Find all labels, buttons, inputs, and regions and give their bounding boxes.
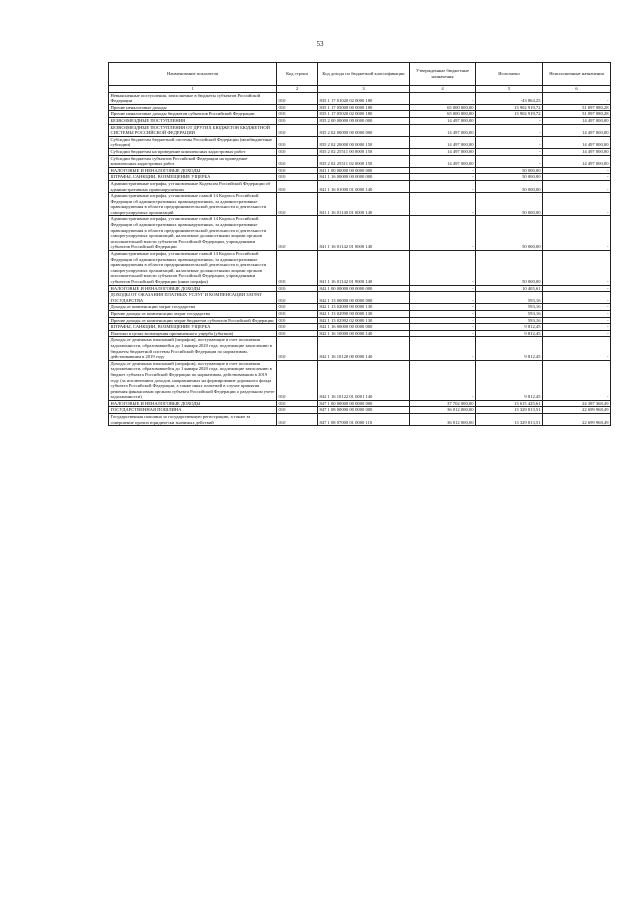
row-approved-cell: 65 000 000,00 xyxy=(410,111,476,118)
row-name-cell: ШТРАФЫ, САНКЦИИ, ВОЗМЕЩЕНИЕ УЩЕРБА xyxy=(109,174,277,181)
row-line-code-cell: 010 xyxy=(277,104,318,111)
row-approved-cell: 36 012 000,00 xyxy=(410,414,476,426)
row-line-code-cell: 010 xyxy=(277,310,318,317)
table-row xyxy=(109,136,611,148)
row-line-code-cell: 010 xyxy=(277,317,318,324)
row-approved-cell: - xyxy=(410,216,476,251)
row-line-code-cell: 010 xyxy=(277,324,318,331)
row-income-code-cell: 847 1 00 00000 00 0000 000 xyxy=(318,400,410,407)
row-unexecuted-cell: - xyxy=(543,251,611,286)
row-unexecuted-cell: - xyxy=(543,285,611,292)
row-unexecuted-cell: 22 699 968,49 xyxy=(543,407,611,414)
row-executed-cell: 50 000,00 xyxy=(476,167,543,174)
row-approved-cell: - xyxy=(410,324,476,331)
table-row xyxy=(109,155,611,167)
table-row xyxy=(109,330,611,337)
row-income-code-cell: 835 2 02 25511 02 0000 150 xyxy=(318,155,410,167)
table-row xyxy=(109,400,611,407)
row-line-code-cell: 010 xyxy=(277,155,318,167)
row-line-code-cell: 010 xyxy=(277,117,318,124)
row-name-cell: Доходы от денежных взысканий (штрафов), поступающие в счет погашения задолженности, образовавшейся до 1 января 2020 года, подлежащие зачислению в бюджет субъекта Российской Федерации по нормативам, действовавшим в 2019 году (за исключением доходов, направляемых на формирование дорожного фонда субъекта Российской Федерации, а также иных платежей в случае принятия решения финансовым органом субъекта Российской Федерации о раздельном учете задолженности) xyxy=(109,360,277,400)
column-number: 4 xyxy=(410,86,476,93)
row-unexecuted-cell: - xyxy=(543,216,611,251)
table-row xyxy=(109,324,611,331)
row-executed-cell: 50 000,00 xyxy=(476,174,543,181)
row-approved-cell: - xyxy=(410,193,476,216)
row-executed-cell: - xyxy=(476,148,543,155)
row-unexecuted-cell: 24 387 368,49 xyxy=(543,400,611,407)
row-line-code-cell: 010 xyxy=(277,167,318,174)
row-approved-cell: - xyxy=(410,167,476,174)
row-name-cell: Субсидии бюджетам субъектов Российской Федерации на проведение комплексных кадастровых работ xyxy=(109,155,277,167)
row-name-cell: ШТРАФЫ, САНКЦИИ, ВОЗМЕЩЕНИЕ УЩЕРБА xyxy=(109,324,277,331)
row-line-code-cell: 010 xyxy=(277,407,318,414)
row-income-code-cell: 842 1 16 10122 01 0001 140 xyxy=(318,360,410,400)
row-approved-cell: - xyxy=(410,330,476,337)
row-income-code-cell: 835 2 02 20000 00 0000 150 xyxy=(318,136,410,148)
row-executed-cell: 50 000,00 xyxy=(476,216,543,251)
table-row xyxy=(109,124,611,136)
row-income-code-cell: 842 1 13 02992 02 0000 130 xyxy=(318,317,410,324)
row-unexecuted-cell: - xyxy=(543,337,611,360)
row-income-code-cell: 835 1 17 05020 02 0000 180 xyxy=(318,111,410,118)
row-name-cell: Прочие неналоговые доходы xyxy=(109,104,277,111)
row-line-code-cell: 010 xyxy=(277,330,318,337)
row-unexecuted-cell: - xyxy=(543,310,611,317)
row-approved-cell: - xyxy=(410,360,476,400)
row-unexecuted-cell: 51 097 080,28 xyxy=(543,104,611,111)
table-row xyxy=(109,317,611,324)
row-line-code-cell: 010 xyxy=(277,180,318,192)
header-name: Наименование показателя xyxy=(109,63,277,86)
row-name-cell: БЕЗВОЗМЕЗДНЫЕ ПОСТУПЛЕНИЯ ОТ ДРУГИХ БЮДЖЕТОВ БЮДЖЕТНОЙ СИСТЕМЫ РОССИЙСКОЙ ФЕДЕРАЦИИ xyxy=(109,124,277,136)
column-number: 6 xyxy=(543,86,611,93)
row-name-cell: Административные штрафы, установленные главой 14 Кодекса Российской Федерации об административных правонарушениях, за административные правонарушения в области предпринимательской деятельности и деятельности саморегулируемых организаций, налагаемые должностными лицами органов исполнительной власти субъектов Российской Федерации, учреждениями субъектов Российской Федерации xyxy=(109,216,277,251)
row-approved-cell: 14 497 000,00 xyxy=(410,155,476,167)
row-name-cell: ГОСУДАРСТВЕННАЯ ПОШЛИНА xyxy=(109,407,277,414)
row-name-cell: НАЛОГОВЫЕ И НЕНАЛОГОВЫЕ ДОХОДЫ xyxy=(109,285,277,292)
row-unexecuted-cell: - xyxy=(543,167,611,174)
row-approved-cell: - xyxy=(410,304,476,311)
row-unexecuted-cell: 14 497 000,00 xyxy=(543,155,611,167)
row-name-cell: Прочие неналоговые доходы бюджетов субъектов Российской Федерации xyxy=(109,111,277,118)
row-line-code-cell: 010 xyxy=(277,136,318,148)
row-name-cell: Доходы от денежных взысканий (штрафов), поступающие в счет погашения задолженности, образовавшейся до 1 января 2020 года, подлежащие зачислению в бюджеты бюджетной системы Российской Федерации по нормативам, действовавшим в 2019 году xyxy=(109,337,277,360)
row-income-code-cell: 835 1 17 01020 02 0000 180 xyxy=(318,92,410,104)
table-row xyxy=(109,285,611,292)
table-row xyxy=(109,180,611,192)
row-income-code-cell: 842 1 13 00000 00 0000 000 xyxy=(318,292,410,304)
row-executed-cell: 593,16 xyxy=(476,304,543,311)
page-number: 53 xyxy=(316,40,324,48)
row-approved-cell: 36 012 000,00 xyxy=(410,407,476,414)
row-approved-cell: 14 497 000,00 xyxy=(410,124,476,136)
row-approved-cell: - xyxy=(410,317,476,324)
row-unexecuted-cell: - xyxy=(543,304,611,311)
row-income-code-cell: 841 1 16 00000 00 0000 000 xyxy=(318,174,410,181)
table-row xyxy=(109,216,611,251)
row-income-code-cell: 835 2 02 25511 00 0000 150 xyxy=(318,148,410,155)
row-income-code-cell: 847 1 08 00000 00 0000 000 xyxy=(318,407,410,414)
column-number: 3 xyxy=(318,86,410,93)
table-body xyxy=(109,86,611,426)
header-unexecuted: Неисполненные назначения xyxy=(543,63,611,86)
row-unexecuted-cell: - xyxy=(543,292,611,304)
row-income-code-cell: 835 2 02 00000 00 0000 000 xyxy=(318,124,410,136)
row-executed-cell: 13 902 919,72 xyxy=(476,104,543,111)
row-line-code-cell: 010 xyxy=(277,124,318,136)
row-approved-cell: 14 497 000,00 xyxy=(410,136,476,148)
row-name-cell: Доходы от компенсации затрат государства xyxy=(109,304,277,311)
row-name-cell: Административные штрафы, установленные главой 14 Кодекса Российской Федерации об административных правонарушениях, за административные правонарушения в области предпринимательской деятельности и деятельности саморегулируемых организаций xyxy=(109,193,277,216)
row-unexecuted-cell: 14 497 000,00 xyxy=(543,124,611,136)
header-line-code: Код строки xyxy=(277,63,318,86)
table-row xyxy=(109,337,611,360)
table-row xyxy=(109,310,611,317)
table-row xyxy=(109,304,611,311)
row-unexecuted-cell: - xyxy=(543,330,611,337)
row-unexecuted-cell: 14 497 000,00 xyxy=(543,136,611,148)
row-approved-cell: - xyxy=(410,251,476,286)
row-income-code-cell: 835 1 17 05000 00 0000 180 xyxy=(318,104,410,111)
row-unexecuted-cell: - xyxy=(543,193,611,216)
row-line-code-cell: 010 xyxy=(277,92,318,104)
row-executed-cell: 593,16 xyxy=(476,317,543,324)
row-line-code-cell: 010 xyxy=(277,285,318,292)
row-line-code-cell: 010 xyxy=(277,360,318,400)
row-name-cell: НАЛОГОВЫЕ И НЕНАЛОГОВЫЕ ДОХОДЫ xyxy=(109,400,277,407)
row-approved-cell: - xyxy=(410,180,476,192)
table-row xyxy=(109,407,611,414)
row-unexecuted-cell: - xyxy=(543,92,611,104)
table-row xyxy=(109,104,611,111)
table-row xyxy=(109,92,611,104)
row-executed-cell: 593,16 xyxy=(476,310,543,317)
row-income-code-cell: 841 1 16 01140 01 0000 140 xyxy=(318,193,410,216)
row-name-cell: Административные штрафы, установленные главой 14 Кодекса Российской Федерации об административных правонарушениях, за административные правонарушения в области предпринимательской деятельности и деятельности саморегулируемых организаций, налагаемые должностными лицами органов исполнительной власти субъектов Российской Федерации, учреждениями субъектов Российской Федерации (иные штрафы) xyxy=(109,251,277,286)
row-executed-cell: -43 864,25 xyxy=(476,92,543,104)
row-name-cell: ДОХОДЫ ОТ ОКАЗАНИЯ ПЛАТНЫХ УСЛУГ И КОМПЕНСАЦИИ ЗАТРАТ ГОСУДАРСТВА xyxy=(109,292,277,304)
row-name-cell: БЕЗВОЗМЕЗДНЫЕ ПОСТУПЛЕНИЯ xyxy=(109,117,277,124)
row-approved-cell: 14 497 000,00 xyxy=(410,148,476,155)
row-name-cell: НАЛОГОВЫЕ И НЕНАЛОГОВЫЕ ДОХОДЫ xyxy=(109,167,277,174)
row-line-code-cell: 010 xyxy=(277,337,318,360)
row-income-code-cell: 841 1 00 00000 00 0000 000 xyxy=(318,167,410,174)
table-row xyxy=(109,117,611,124)
row-approved-cell: - xyxy=(410,285,476,292)
row-name-cell: Государственная пошлина за государственную регистрацию, а также за совершение прочих юридически значимых действий xyxy=(109,414,277,426)
row-approved-cell: - xyxy=(410,174,476,181)
row-name-cell: Субсидии бюджетам на проведение комплексных кадастровых работ xyxy=(109,148,277,155)
row-executed-cell: 13 902 919,72 xyxy=(476,111,543,118)
row-executed-cell: 50 000,00 xyxy=(476,251,543,286)
table-row xyxy=(109,292,611,304)
row-income-code-cell: 841 1 16 01142 01 9000 140 xyxy=(318,251,410,286)
header-income-code: Код дохода по бюджетной классификации xyxy=(318,63,410,86)
row-unexecuted-cell: - xyxy=(543,317,611,324)
row-executed-cell: 13 615 425,61 xyxy=(476,400,543,407)
row-executed-cell: - xyxy=(476,136,543,148)
row-executed-cell: 13 329 813,51 xyxy=(476,414,543,426)
row-executed-cell: 9 812,45 xyxy=(476,337,543,360)
row-unexecuted-cell: - xyxy=(543,324,611,331)
row-name-cell: Субсидии бюджетам бюджетной системы Российской Федерации (межбюджетные субсидии) xyxy=(109,136,277,148)
row-executed-cell: 50 000,00 xyxy=(476,193,543,216)
column-number: 2 xyxy=(277,86,318,93)
row-unexecuted-cell: - xyxy=(543,180,611,192)
row-income-code-cell: 841 1 16 01142 01 0000 140 xyxy=(318,216,410,251)
row-line-code-cell: 010 xyxy=(277,414,318,426)
row-approved-cell: - xyxy=(410,292,476,304)
row-unexecuted-cell: 14 497 000,00 xyxy=(543,117,611,124)
row-name-cell: Невыясненные поступления, зачисляемые в бюджеты субъектов Российской Федерации xyxy=(109,92,277,104)
row-executed-cell: 9 812,45 xyxy=(476,360,543,400)
row-approved-cell: 14 497 000,00 xyxy=(410,117,476,124)
row-income-code-cell: 842 1 16 00000 00 0000 000 xyxy=(318,324,410,331)
table-row xyxy=(109,251,611,286)
row-unexecuted-cell: - xyxy=(543,360,611,400)
row-name-cell: Административные штрафы, установленные Кодексом Российской Федерации об административных правонарушениях xyxy=(109,180,277,192)
row-executed-cell: 10 405,61 xyxy=(476,285,543,292)
row-unexecuted-cell: 51 097 080,28 xyxy=(543,111,611,118)
row-approved-cell: 37 702 000,00 xyxy=(410,400,476,407)
table-row xyxy=(109,360,611,400)
row-executed-cell: 9 812,45 xyxy=(476,330,543,337)
column-number-row xyxy=(109,86,611,93)
table-row xyxy=(109,174,611,181)
column-number: 5 xyxy=(476,86,543,93)
row-income-code-cell: 842 1 13 02990 00 0000 130 xyxy=(318,310,410,317)
row-income-code-cell: 842 1 16 10120 00 0000 140 xyxy=(318,337,410,360)
row-line-code-cell: 010 xyxy=(277,174,318,181)
row-line-code-cell: 010 xyxy=(277,304,318,311)
row-name-cell: Прочие доходы от компенсации затрат бюджетов субъектов Российской Федерации xyxy=(109,317,277,324)
row-name-cell: Платежи в целях возмещения причиненного ущерба (убытков) xyxy=(109,330,277,337)
row-approved-cell: - xyxy=(410,92,476,104)
table-row xyxy=(109,414,611,426)
row-approved-cell: 65 000 000,00 xyxy=(410,104,476,111)
row-income-code-cell: 842 1 00 00000 00 0000 000 xyxy=(318,285,410,292)
row-executed-cell: - xyxy=(476,117,543,124)
row-executed-cell: 593,16 xyxy=(476,292,543,304)
row-executed-cell: - xyxy=(476,155,543,167)
row-income-code-cell: 847 1 08 07000 01 0000 110 xyxy=(318,414,410,426)
row-line-code-cell: 010 xyxy=(277,400,318,407)
row-line-code-cell: 010 xyxy=(277,292,318,304)
row-unexecuted-cell: 22 699 968,49 xyxy=(543,414,611,426)
table-row xyxy=(109,167,611,174)
table-row xyxy=(109,193,611,216)
row-line-code-cell: 010 xyxy=(277,111,318,118)
row-name-cell: Прочие доходы от компенсации затрат государства xyxy=(109,310,277,317)
row-income-code-cell: 842 1 16 10000 00 0000 140 xyxy=(318,330,410,337)
row-executed-cell: - xyxy=(476,124,543,136)
row-line-code-cell: 010 xyxy=(277,251,318,286)
row-line-code-cell: 010 xyxy=(277,148,318,155)
row-line-code-cell: 010 xyxy=(277,193,318,216)
row-approved-cell: - xyxy=(410,337,476,360)
row-line-code-cell: 010 xyxy=(277,216,318,251)
row-income-code-cell: 842 1 13 02000 00 0000 130 xyxy=(318,304,410,311)
table-row xyxy=(109,111,611,118)
header-executed: Исполнено xyxy=(476,63,543,86)
column-number: 1 xyxy=(109,86,277,93)
header-approved: Утвержденные бюджетные назначения xyxy=(410,63,476,86)
row-income-code-cell: 835 2 00 00000 00 0000 000 xyxy=(318,117,410,124)
row-unexecuted-cell: 14 497 000,00 xyxy=(543,148,611,155)
row-unexecuted-cell: - xyxy=(543,174,611,181)
row-executed-cell: 13 329 813,51 xyxy=(476,407,543,414)
table-row xyxy=(109,148,611,155)
row-executed-cell: 50 000,00 xyxy=(476,180,543,192)
row-executed-cell: 9 812,45 xyxy=(476,324,543,331)
table-header-row xyxy=(109,63,611,86)
report-table xyxy=(108,62,611,426)
row-approved-cell: - xyxy=(410,310,476,317)
row-income-code-cell: 841 1 16 01000 01 0000 140 xyxy=(318,180,410,192)
